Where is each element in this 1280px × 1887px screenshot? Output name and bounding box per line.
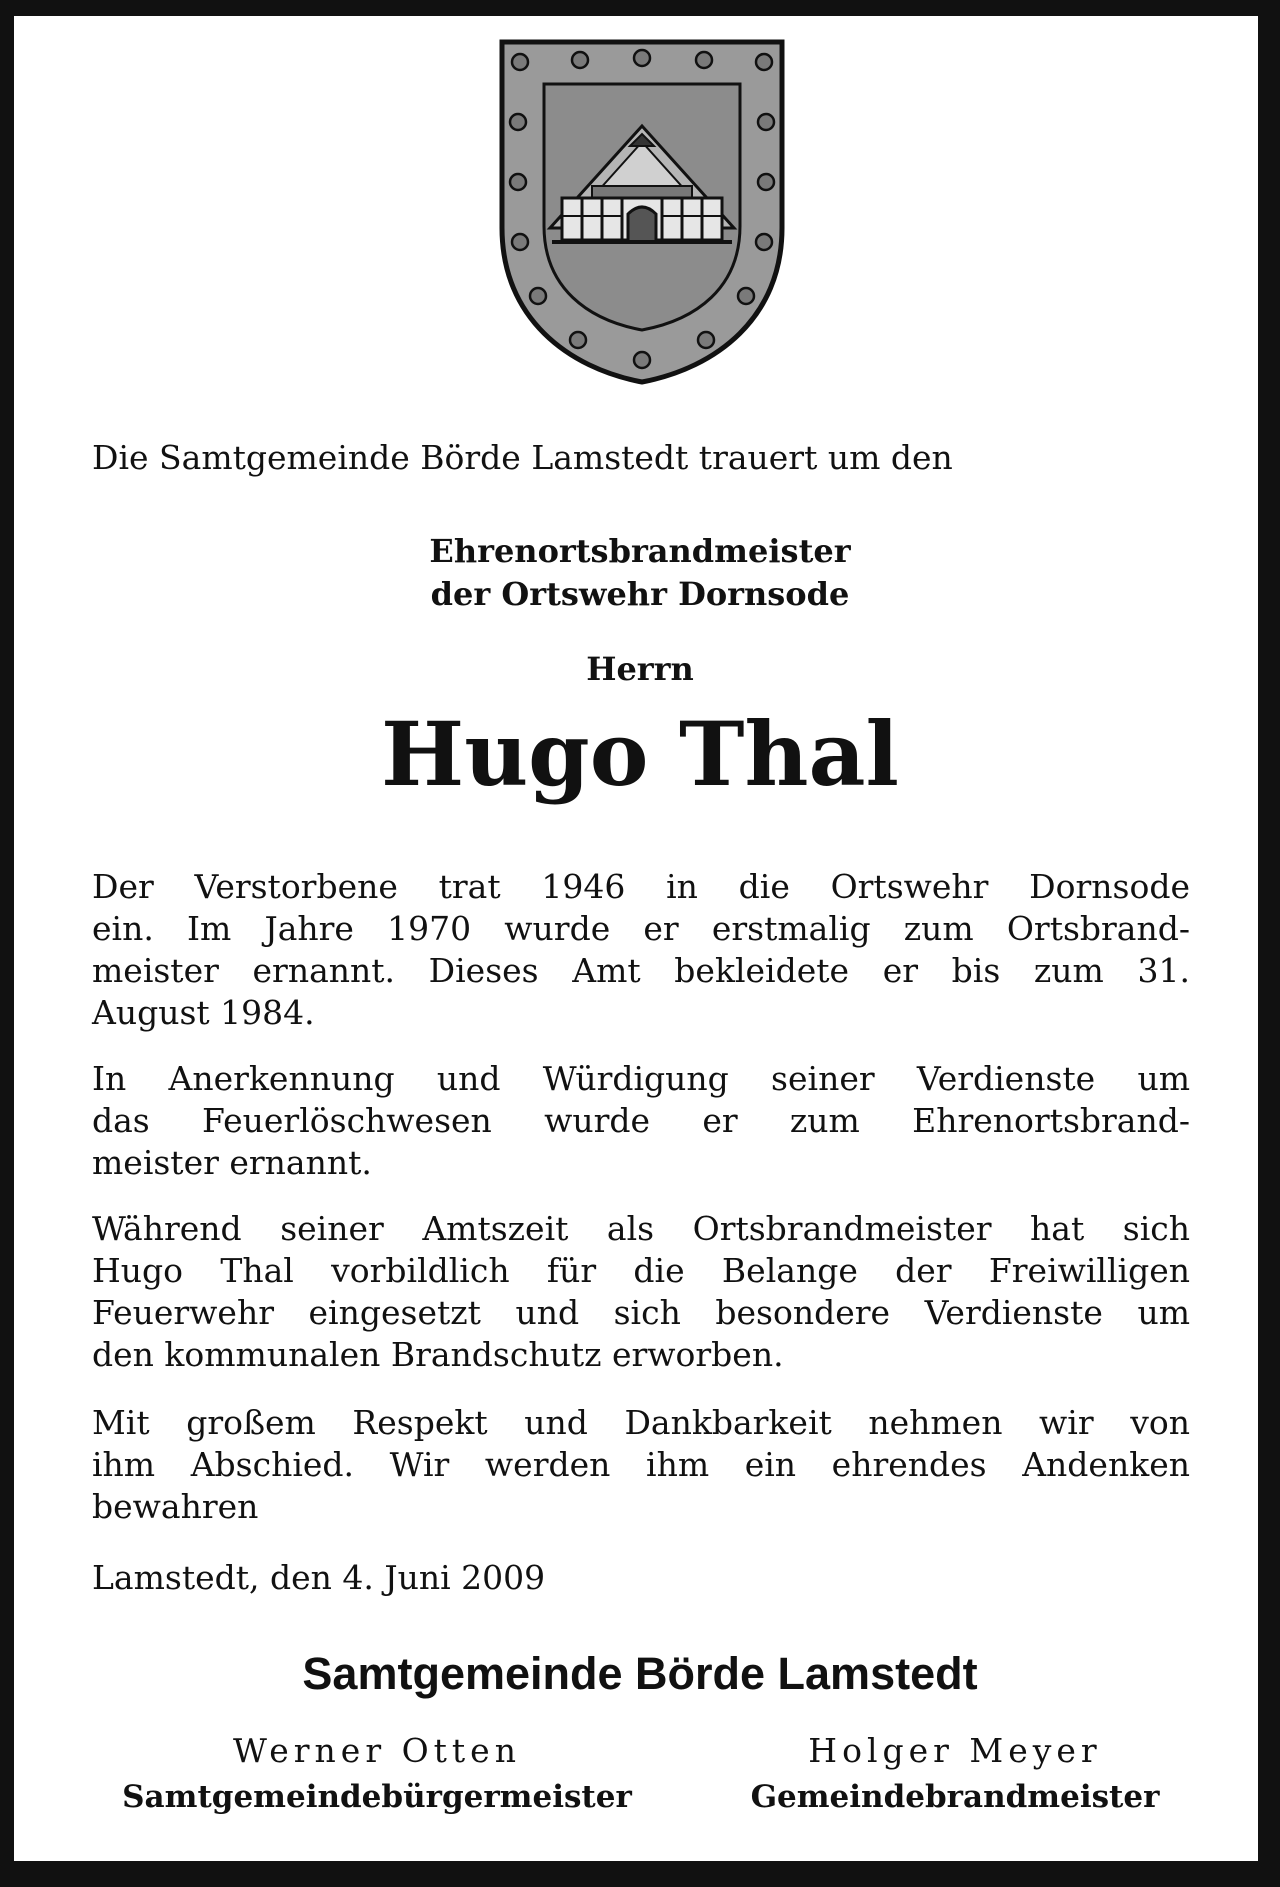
signatory-name: Werner Otten (233, 1731, 521, 1770)
signatory-name: Holger Meyer (808, 1731, 1102, 1770)
signatory-mayor (92, 1728, 662, 1820)
paragraph-line: bewahren (92, 1487, 259, 1526)
paragraph-career (92, 866, 1190, 1034)
signatory-title: Gemeindebrandmeister (750, 1779, 1160, 1815)
signatory-title: Samtgemeindebürgermeister (122, 1779, 632, 1815)
rank-title (0, 530, 1280, 616)
paragraph-line: das Feuerlöschwesen wurde er zum Ehrenortsbrand- (92, 1101, 1190, 1140)
paragraph-line: August 1984. (92, 993, 315, 1032)
place-date: Lamstedt, den 4. Juni 2009 (92, 1558, 546, 1597)
deceased-name: Hugo Thal (381, 702, 899, 806)
paragraph-line: In Anerkennung und Würdigung seiner Verdienste um (92, 1059, 1190, 1098)
paragraph-line: meister ernannt. (92, 1143, 372, 1182)
paragraph-line: ihm Abschied. Wir werden ihm ein ehrendes Andenken (92, 1445, 1190, 1484)
paragraph-line: Mit großem Respekt und Dankbarkeit nehmen wir von (92, 1403, 1190, 1442)
paragraph-merits (92, 1208, 1190, 1376)
rank-line: Ehrenortsbrandmeister (429, 532, 851, 570)
intro-text: Die Samtgemeinde Börde Lamstedt trauert um den (92, 438, 953, 477)
organization-name: Samtgemeinde Börde Lamstedt (302, 1648, 978, 1699)
paragraph-line: den kommunalen Brandschutz erworben. (92, 1335, 784, 1374)
paragraph-line: meister ernannt. Dieses Amt bekleidete er bis zum 31. (92, 951, 1190, 990)
paragraph-line: ein. Im Jahre 1970 wurde er erstmalig zum Ortsbrand- (92, 909, 1190, 948)
paragraph-honor (92, 1058, 1190, 1184)
paragraph-line: Während seiner Amtszeit als Ortsbrandmeister hat sich (92, 1209, 1190, 1248)
paragraph-line: Hugo Thal vorbildlich für die Belange der Freiwilligen (92, 1251, 1190, 1290)
rank-line: der Ortswehr Dornsode (430, 575, 850, 613)
signatory-fire-chief (716, 1728, 1194, 1820)
coat-of-arms-icon (496, 38, 788, 386)
paragraph-line: Der Verstorbene trat 1946 in die Ortswehr Dornsode (92, 867, 1190, 906)
paragraph-line: Feuerwehr eingesetzt und sich besondere Verdienste um (92, 1293, 1190, 1332)
paragraph-farewell (92, 1402, 1190, 1528)
salutation: Herrn (586, 650, 694, 688)
